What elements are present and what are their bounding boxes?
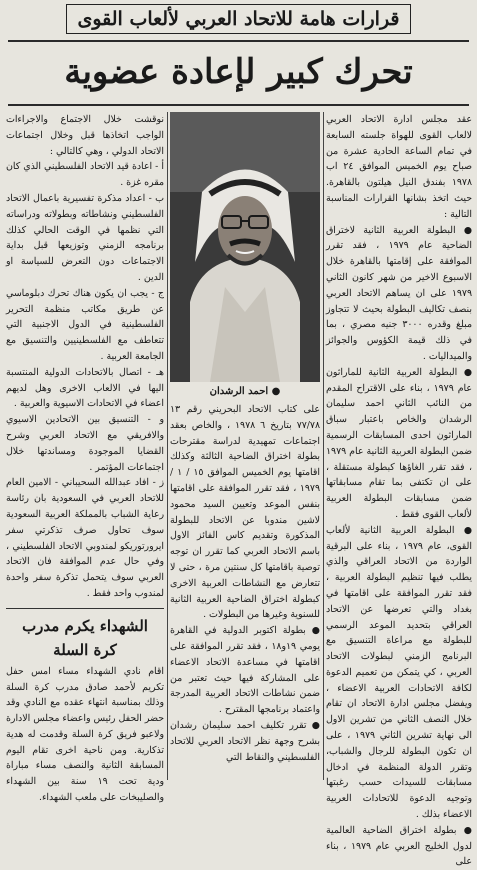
sub-story-body: اقام نادي الشهداء مساء امس حفل تكريم لأحمد صادق مدرب كرة السلة وذلك بمناسبة انتهاء عقده مع النادي وقد حضر الحفل رئيس واعضاء مجلس الادارة ولاعبو فريق كرة السلة وقدمت له هدية تذكارية. ومن ناحية اخرى تقام اليوم المسابقة الثانية والنصف مساء مباراة ودية تحت ١٩ سنة بين الشهداء والصليبخات على ملعب الشهداء. — [6, 665, 164, 804]
right-paragraph: ● بطولة اختراق الضاحية العالمية لدول الخليج العربي عام ١٩٧٩ ، بناء على — [326, 824, 472, 868]
headline: تحرك كبير لإعادة عضوية — [64, 52, 413, 92]
left-paragraph: أ - اعادة قيد الاتحاد الفلسطيني الذي كان مقره غزة . — [6, 161, 164, 189]
sub-story — [6, 608, 164, 806]
left-paragraph: هـ - اتصال بالاتحادات الدولية المنتسبة اليها في الالعاب الاخرى وهل لديهم اعضاء في الاتحادات الاسيوية والعربية . — [6, 366, 164, 410]
sub-story-headline: كرة السلة — [53, 640, 117, 659]
column-divider — [323, 112, 324, 780]
right-paragraph: ● البطولة العربية الثانية لاختراق الضاحية عام ١٩٧٩ ، فقد تقرر الموافقة على إقامتها بالقاهرة خلال الاسبوع الاخير من شهر كانون الثاني ١٩٧٩ على ان يساهم الاتحاد العربي بنصف تكاليف البطولة بحيث لا تتجاوز مبلغ وقدره ٣٠٠٠ جنيه مصري ، بما في ذلك قيمة الكؤوس والجوائز والميداليات . — [326, 224, 472, 362]
left-column — [6, 112, 164, 804]
kicker: قرارات هامة للاتحاد العربي لألعاب القوى — [66, 4, 410, 34]
middle-paragraph: على كتاب الاتحاد البحريني رقم ١٣ ٧٧/٧٨ بتاريخ ٦ ١٩٧٨ ، والخاص بعقد اجتماعات تمهيدية لدراسة مقترحات بطولة اختراق الضاحية الثالثة وكذلك اقامتها يوم الخميس الموافق ١٥ / ١ / ١٩٧٩ ، فقد تقرر الموافقة على اقامتها بنفس الموعد وتعيين السيد محمود لاشين مندوبا عن الاتحاد للبطولة المذكورة وتقديم كاس الفائز الاول باسم الاتحاد العربي كما تقرر ان توجه توصية باقامتها كل سنتين مرة ، حتى لا تتعارض مع النشاطات العربية الاخرى كبطولة اختراق الضاحية العربية الثانية للسنوية وغيرها من البطولات . — [170, 404, 320, 621]
right-paragraph: عقد مجلس ادارة الاتحاد العربي لالعاب القوى للهواة جلسته السابعة في تمام الساعة الحادية عشرة من صباح يوم الخميس الموافق ٢٤ اب ١٩٧٨ بفندق النيل هيلتون بالقاهرة. حيث اتخذ بشانها القرارات المناسبة التالية : — [326, 114, 473, 220]
left-paragraph: و - التنسيق بين الاتحادين الاسيوي والافريقي مع الاتحاد العربي وشرح القضايا الموجودة ومساندتها خلال اجتماعات المؤتمر . — [6, 414, 164, 473]
middle-paragraph: ● تقرر تكليف احمد سليمان رشدان بشرح وجهة نظر الاتحاد العربي للاتحاد الفلسطيني والنقاط التي — [170, 719, 320, 763]
left-paragraph: ز - افاد عبدالله السحيباني - الامين العام للاتحاد العربي في السعودية بان رئاسة رعاية الشباب بالمملكة العربية السعودية سوف تحاول صرف تذكرتي سفر ايرورتوريكو لمندوبي الاتحاد الفلسطيني ، وفي حال عدم الموافقة فان الاتحاد العربي سوف يتحمل تذكرة سفر واحدة لمندوب واحد فقط . — [6, 477, 164, 599]
left-paragraph: نوقشت خلال الاجتماع والاجراءات الواجب اتخاذها قبل وخلال اجتماعات الاتحاد الدولي ، وهي كالتالي : — [6, 114, 164, 157]
column-divider — [167, 112, 168, 780]
photo-caption: ● احمد الرشدان — [209, 386, 281, 397]
middle-column — [170, 402, 320, 780]
portrait-photo — [170, 112, 320, 382]
right-column — [326, 112, 473, 868]
sub-story-headline: الشهداء يكرم مدرب — [22, 616, 148, 635]
right-paragraph: ● البطولة العربية الثانية للماراثون عام ١٩٧٩ ، بناء على الاقتراح المقدم من النائب الثاني احمد سليمان الرشدان والخاص باعتبار سباق الماراثون احدى المسابقات الرسمية ضمن البطولة العربية الثانية عام ١٩٧٩ ، فقد تقرر الغاؤها كبطولة مستقلة ، على ان تكتفى بما تقام مسابقاتها ضمن مسابقات البطولة العربية لألعاب القوى فقط . — [326, 366, 472, 520]
left-paragraph: ج - يجب ان يكون هناك تحرك دبلوماسي عن طريق مكاتب منظمة التحرير الفلسطينية في الدول الاجنبية التي تتعاطف مع الفلسطينيين والتنسيق مع الجامعة العربية . — [6, 287, 164, 362]
headline-rule — [8, 104, 469, 106]
left-paragraph: ب - اعداد مذكرة تفسيرية باعمال الاتحاد الفلسطيني ونشاطاته وبطولاته ودراساته التي نظمها في الوقت الحالي كذلك برنامجه الزمني وتوزيعها قبل بداية الاجتماعات دون التعرض للسياسة او الدين . — [6, 192, 164, 283]
top-rule — [8, 40, 469, 42]
portrait-illustration — [170, 112, 320, 382]
kicker-band — [0, 4, 477, 38]
middle-paragraph: ● بطولة اكتوبر الدولية في القاهرة يومي ١٩و١٨ ، فقد تقرر الموافقة على اقامتها في مساعدة الاتحاد الاعضاء على المشاركة فيها حيث تعتبر من ضمن نشاطات الاتحاد العربية المدرجة واعتماد برنامجها المقترح . — [170, 625, 320, 716]
right-paragraph: ● البطولة العربية الثانية لألعاب القوى، عام ١٩٧٩ ، بناء على البرقية الواردة من الاتحاد العراقي والذي يطلب فيها تنظيم البطولة العربية ، فقد تقرر الموافقة على اقامتها في بغداد والتي تعرضها عن الاتحاد العراقي بتحديد الموعد الرسمي للبطولة مع مراعاة التنسيق مع البرنامج الزمني لبطولات الاتحاد العربي ، كي يتمكن من تعميم الدعوة لكافة الاتحادات العربية الاعضاء ، ويفضل مجلس ادارة الاتحاد ان تقام خلال النصف الثاني من تشرين الاول الى نهاية تشرين الثاني ١٩٧٩ ، على ان تكون البطولة للرجال والشباب، وتقرر الدولة المنظمة في ادخال مسابقات للسيدات حسب رغبتها وتوجيه الدعوة للاتحادات العربية الاعضاء بذلك . — [326, 524, 472, 821]
